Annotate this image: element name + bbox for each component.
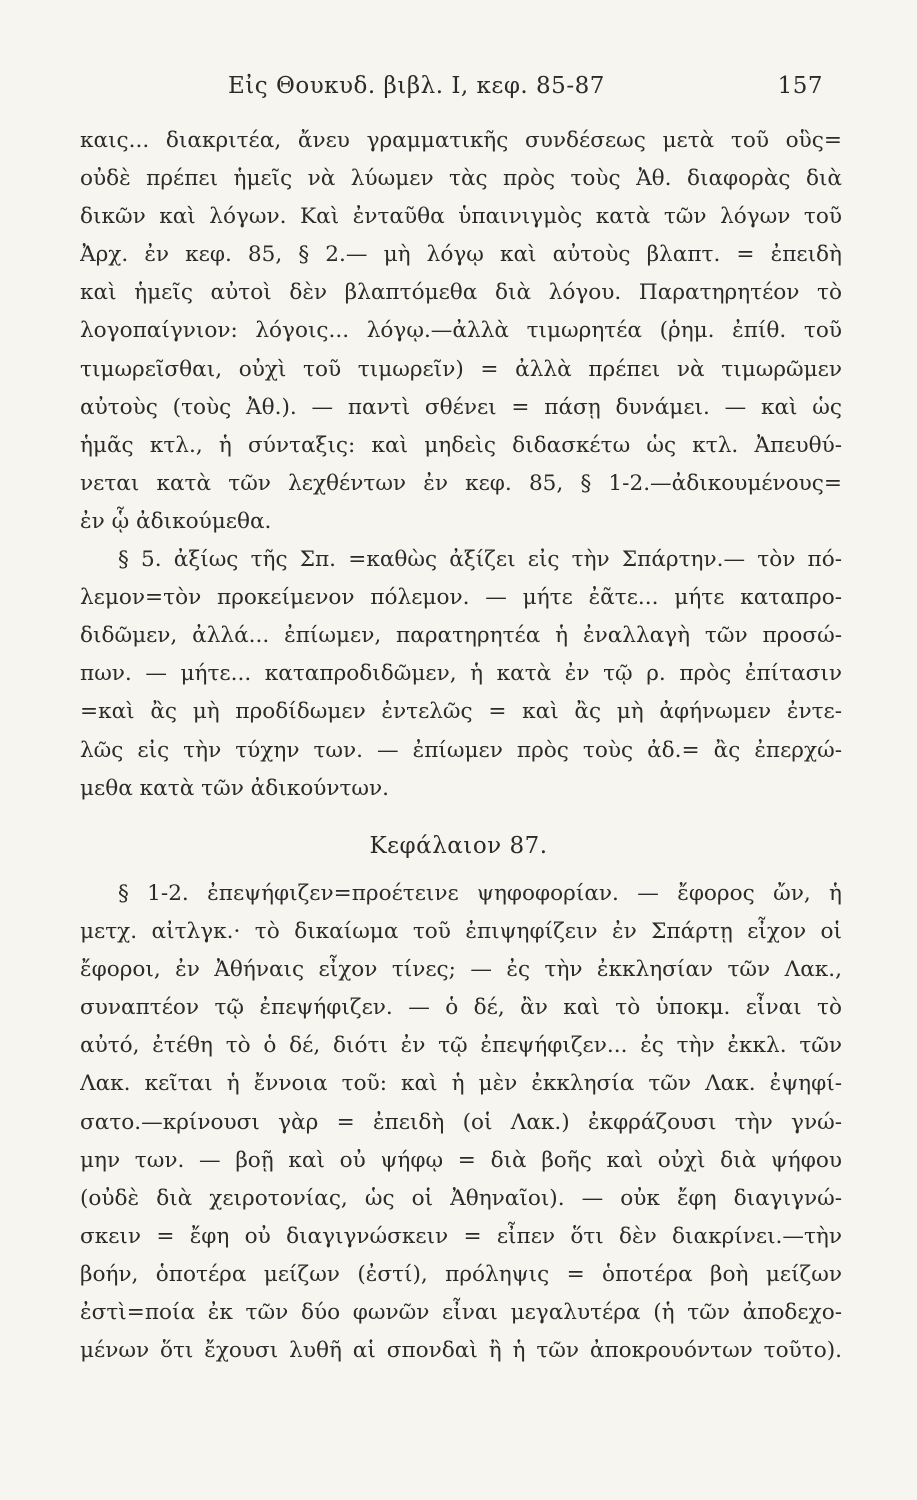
text-line: λεμον=τὸν προκείμενον πόλεμον. — μήτε ἐᾶτε... μήτε καταπρο- (80, 585, 842, 611)
text-line: βοήν, ὁποτέρα μείζων (ἐστί), πρόληψις = ὁποτέρα βοὴ μείζων (80, 1261, 842, 1287)
running-head (0, 68, 917, 104)
text-line: σκειν = ἔφη οὐ διαγιγνώσκειν = εἶπεν ὅτι δὲν διακρίνει.—τὴν (80, 1223, 842, 1249)
text-line: (οὐδὲ διὰ χειροτονίας, ὡς οἱ Ἀθηναῖοι). — οὐκ ἔφη διαγιγνώ- (80, 1185, 842, 1211)
text-line: τιμωρεῖσθαι, οὐχὶ τοῦ τιμωρεῖν) = ἀλλὰ πρέπει νὰ τιμωρῶμεν (80, 356, 842, 382)
text-line: αὐτό, ἐτέθη τὸ ὁ δέ, διότι ἐν τῷ ἐπεψήφιζεν... ἐς τὴν ἐκκλ. τῶν (80, 1033, 842, 1059)
page-number: 157 (777, 73, 823, 99)
text-line: δικῶν καὶ λόγων. Καὶ ἐνταῦθα ὑπαινιγμὸς κατὰ τῶν λόγων τοῦ (80, 204, 842, 230)
text-line: § 5. ἀξίως τῆς Σπ. =καθὼς ἀξίζει εἰς τὴν Σπάρτην.— τὸν πό- (118, 547, 842, 573)
commentary-section-87 (80, 875, 842, 1370)
text-line: =καὶ ἂς μὴ προδίδωμεν ἐντελῶς = καὶ ἂς μὴ ἀφήνωμεν ἐντε- (80, 699, 842, 725)
chapter-heading: Κεφάλαιον 87. (369, 833, 548, 859)
text-line: Ἀρχ. ἐν κεφ. 85, § 2.— μὴ λόγῳ καὶ αὐτοὺς βλαπτ. = ἐπειδὴ (80, 242, 842, 268)
text-line: καὶ ἡμεῖς αὐτοὶ δὲν βλαπτόμεθα διὰ λόγου. Παρατηρητέον τὸ (80, 280, 842, 306)
text-line: ἡμᾶς κτλ., ἡ σύνταξις: καὶ μηδεὶς διδασκέτω ὡς κτλ. Ἀπευθύ- (80, 432, 842, 458)
text-line: § 1-2. ἐπεψήφιζεν=προέτεινε ψηφοφορίαν. — ἔφορος ὤν, ἡ (118, 881, 842, 906)
text-line: μετχ. αἰτλγκ.· τὸ δικαίωμα τοῦ ἐπιψηφίζειν ἐν Σπάρτῃ εἶχον οἱ (80, 919, 842, 945)
text-line: οὐδὲ πρέπει ἡμεῖς νὰ λύωμεν τὰς πρὸς τοὺς Ἀθ. διαφορὰς διὰ (80, 166, 842, 192)
text-line: ἐν ᾧ ἀδικούμεθα. (80, 508, 272, 534)
text-line: συναπτέον τῷ ἐπεψήφιζεν. — ὁ δέ, ἂν καὶ τὸ ὑποκμ. εἶναι τὸ (80, 995, 842, 1021)
text-line: Λακ. κεῖται ἡ ἔννοια τοῦ: καὶ ἡ μὲν ἐκκλησία τῶν Λακ. ἐψηφί- (80, 1071, 842, 1097)
text-line: μένων ὅτι ἔχουσι λυθῆ αἱ σπονδαὶ ἢ ἡ τῶν ἀποκρουόντων τοῦτο). (80, 1338, 842, 1364)
text-line: διδῶμεν, ἀλλά... ἐπίωμεν, παρατηρητέα ἡ ἐναλλαγὴ τῶν προσώ- (80, 623, 842, 649)
text-line: λογοπαίγνιον: λόγοις... λόγῳ.—ἀλλὰ τιμωρητέα (ῥημ. ἐπίθ. τοῦ (80, 318, 842, 344)
text-line: ἔφοροι, ἐν Ἀθήναις εἶχον τίνες; — ἐς τὴν ἐκκλησίαν τῶν Λακ., (80, 957, 842, 983)
text-line: σατο.—κρίνουσι γὰρ = ἐπειδὴ (οἱ Λακ.) ἐκφράζουσι τὴν γνώ- (80, 1109, 842, 1135)
commentary-section-85-86 (80, 122, 842, 808)
text-line: μην των. — βοῇ καὶ οὐ ψήφῳ = διὰ βοῆς καὶ οὐχὶ διὰ ψήφου (80, 1147, 842, 1173)
text-line: λῶς εἰς τὴν τύχην των. — ἐπίωμεν πρὸς τοὺς ἀδ.= ἂς ἐπερχώ- (80, 737, 842, 763)
text-line: νεται κατὰ τῶν λεχθέντων ἐν κεφ. 85, § 1-2.—ἀδικουμένους= (80, 470, 842, 496)
text-line: καις... διακριτέα, ἄνευ γραμματικῆς συνδέσεως μετὰ τοῦ οὓς= (80, 128, 842, 153)
text-line: μεθα κατὰ τῶν ἀδικούντων. (80, 775, 390, 801)
text-line: πων. — μήτε... καταπροδιδῶμεν, ἡ κατὰ ἐν τῷ ρ. πρὸς ἐπίτασιν (80, 661, 842, 687)
text-line: αὐτοὺς (τοὺς Ἀθ.). — παντὶ σθένει = πάσῃ δυνάμει. — καὶ ὡς (80, 394, 842, 420)
running-title: Εἰς Θουκυδ. βιβλ. I, κεφ. 85-87 (228, 73, 605, 99)
text-line: ἐστὶ=ποία ἐκ τῶν δύο φωνῶν εἶναι μεγαλυτέρα (ἡ τῶν ἀποδεχο- (80, 1300, 842, 1326)
